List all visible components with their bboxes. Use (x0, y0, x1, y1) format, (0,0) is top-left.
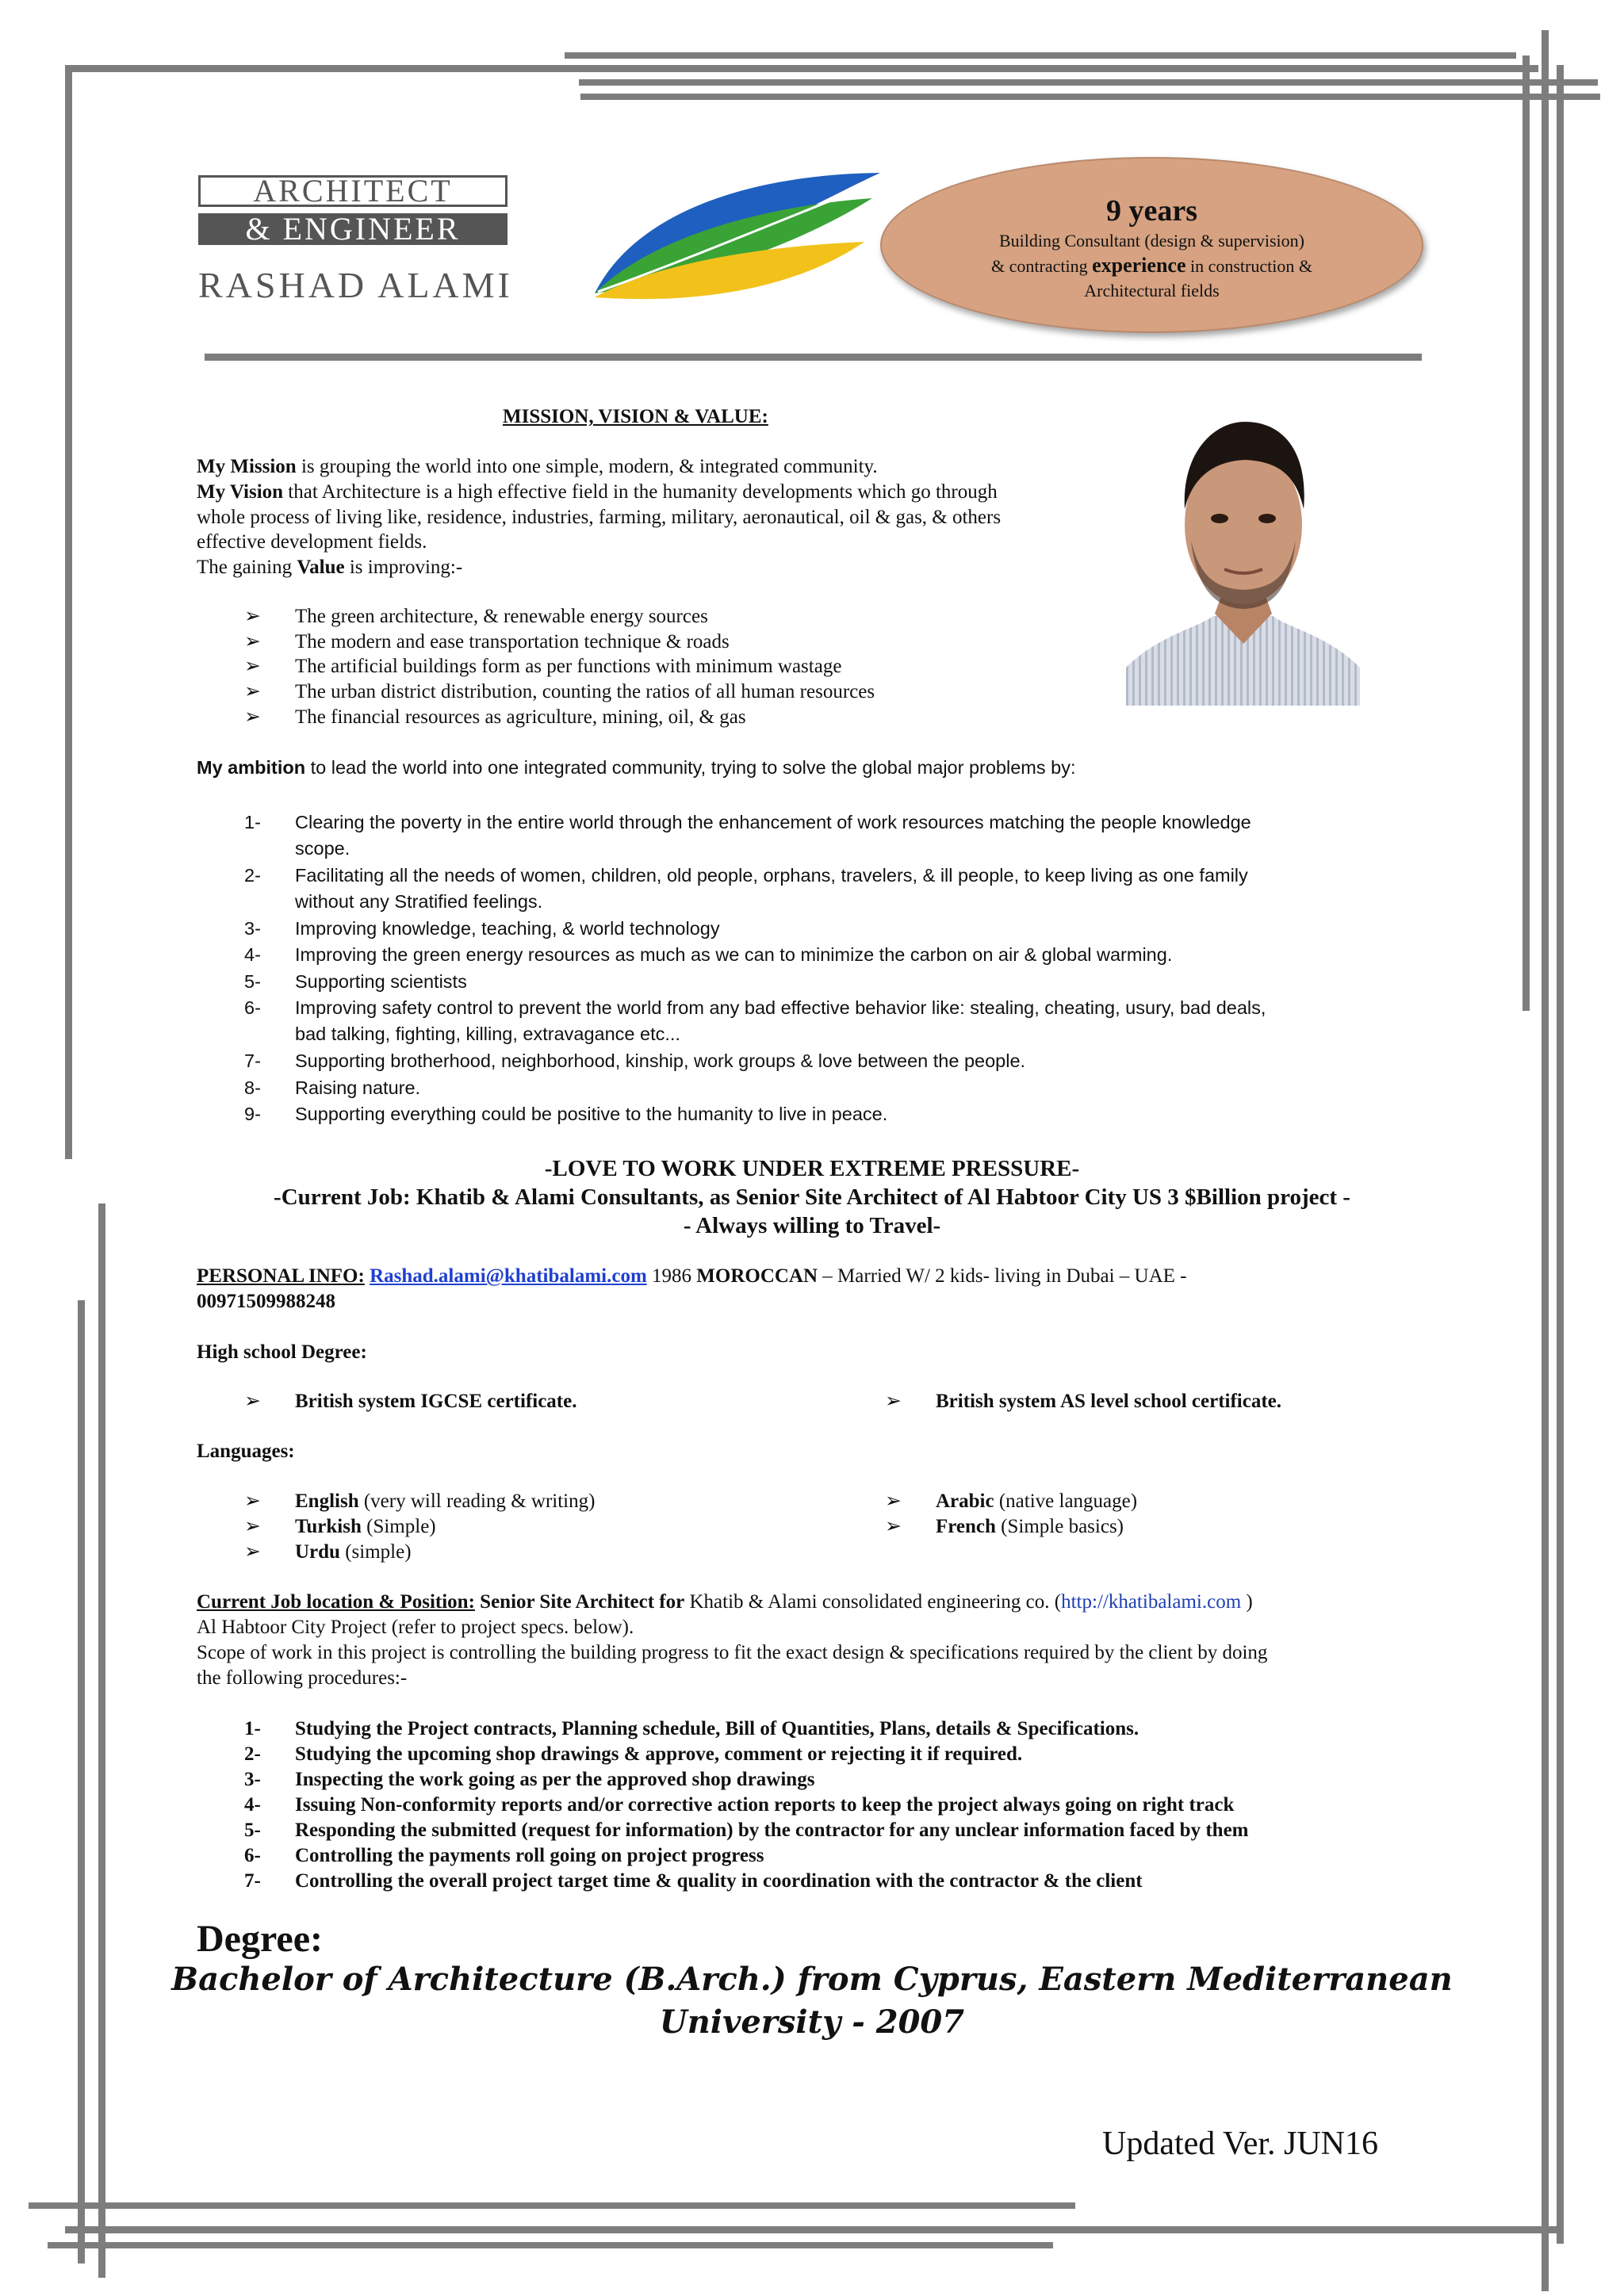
company-url-link[interactable]: http://khatibalami.com (1061, 1591, 1242, 1613)
degree-heading: Degree: (197, 1918, 323, 1960)
frame-bar (65, 2226, 1564, 2233)
ambition-number: 5- (244, 971, 261, 992)
updated-version: Updated Ver. JUN16 (1102, 2126, 1379, 2162)
profile-photo (1126, 406, 1360, 706)
ambition-number: 8- (244, 1077, 261, 1098)
personal-info-line: PERSONAL INFO: Rashad.alami@khatibalami.com 1986 MOROCCAN – Married W/ 2 kids- living in Dubai – UAE - (197, 1265, 1187, 1287)
bullet-arrow-icon: ➢ (244, 1516, 261, 1537)
bullet-arrow-icon: ➢ (244, 656, 261, 677)
language-item: English (very will reading & writing) (295, 1490, 596, 1512)
ambition-item: Raising nature. (295, 1077, 421, 1098)
languages-label: Languages: (197, 1441, 295, 1462)
ambition-number: 3- (244, 918, 261, 939)
frame-bar (205, 354, 1422, 361)
years-text: 9 years (1105, 194, 1198, 228)
ambition-item: Improving knowledge, teaching, & world technology (295, 918, 720, 939)
ambition-item: Improving safety control to prevent the world from any bad effective behavior like: stealing, cheating, usury, bad deals, (295, 997, 1266, 1018)
leaf-graphic (587, 166, 888, 305)
language-item: French (Simple basics) (936, 1516, 1124, 1537)
bullet-arrow-icon: ➢ (244, 1490, 261, 1512)
ambition-line: My ambition to lead the world into one integrated community, trying to solve the global major problems by: (197, 757, 1076, 778)
procedure-number: 4- (244, 1794, 261, 1816)
ambition-item: Improving the green energy resources as much as we can to minimize the carbon on air & global warming. (295, 944, 1173, 965)
procedure-number: 7- (244, 1870, 261, 1892)
ambition-item: Supporting brotherhood, neighborhood, kinship, work groups & love between the people. (295, 1050, 1026, 1071)
ambition-number: 6- (244, 997, 261, 1018)
procedure-item: Studying the Project contracts, Planning schedule, Bill of Quantities, Plans, details & Specifications. (295, 1718, 1139, 1739)
job-line-3: Scope of work in this project is controlling the building progress to fit the exact design & specifications required by the client by doing (197, 1642, 1268, 1663)
badge-line-2: & contracting experience in construction & (991, 254, 1312, 277)
degree-line-1: Bachelor of Architecture (B.Arch.) from Cyprus, Eastern Mediterranean (171, 1961, 1453, 1998)
bullet-arrow-icon: ➢ (244, 1391, 261, 1412)
frame-bar (48, 2242, 1053, 2248)
ambition-item-cont: scope. (295, 838, 350, 859)
education-label: High school Degree: (197, 1341, 367, 1363)
value-bullet: The artificial buildings form as per functions with minimum wastage (295, 656, 842, 677)
bullet-arrow-icon: ➢ (244, 631, 261, 652)
procedure-item: Inspecting the work going as per the approved shop drawings (295, 1769, 815, 1790)
procedure-item: Controlling the overall project target time & quality in coordination with the contractor & the client (295, 1870, 1143, 1892)
ambition-number: 7- (244, 1050, 261, 1071)
vision-line-2: whole process of living like, residence, industries, farming, military, aeronautical, oil & gas, & others (197, 507, 1002, 528)
education-item: British system IGCSE certificate. (295, 1391, 577, 1412)
procedure-item: Issuing Non-conformity reports and/or corrective action reports to keep the project always going on right track (295, 1794, 1235, 1816)
ambition-item: Supporting everything could be positive to the humanity to live in peace. (295, 1104, 888, 1124)
procedure-number: 5- (244, 1820, 261, 1841)
ambition-number: 4- (244, 944, 261, 965)
value-bullet: The green architecture, & renewable energy sources (295, 606, 708, 627)
ambition-number: 2- (244, 865, 261, 886)
bullet-arrow-icon: ➢ (244, 706, 261, 728)
banner-line-2: -Current Job: Khatib & Alami Consultants, as Senior Site Architect of Al Habtoor City US 3 $Billion project - (274, 1184, 1350, 1210)
procedure-item: Responding the submitted (request for information) by the contractor for any unclear information faced by them (295, 1820, 1249, 1841)
job-line: Current Job location & Position: Senior Site Architect for Khatib & Alami consolidated engineering co. (http://khatibalami.com ) (197, 1591, 1253, 1613)
value-bullet: The modern and ease transportation technique & roads (295, 631, 730, 652)
ambition-item: Facilitating all the needs of women, children, old people, orphans, travelers, & ill people, to keep living as one family (295, 865, 1248, 886)
phone-number: 00971509988248 (197, 1291, 335, 1312)
vision-line-3: effective development fields. (197, 531, 427, 553)
badge-line-3: Architectural fields (1084, 281, 1220, 300)
education-item: British system AS level school certificate. (936, 1391, 1282, 1412)
value-line: The gaining Value is improving:- (197, 557, 463, 578)
ambition-item-cont: bad talking, fighting, killing, extravagance etc... (295, 1024, 680, 1044)
procedure-number: 2- (244, 1743, 261, 1765)
job-line-2: Al Habtoor City Project (refer to project specs. below). (197, 1617, 634, 1638)
frame-bar (565, 52, 1516, 59)
ambition-item: Supporting scientists (295, 971, 467, 992)
bullet-arrow-icon: ➢ (885, 1490, 902, 1512)
experience-badge (880, 157, 1423, 333)
bullet-arrow-icon: ➢ (885, 1516, 902, 1537)
bullet-arrow-icon: ➢ (244, 606, 261, 627)
bullet-arrow-icon: ➢ (244, 681, 261, 702)
language-item: Urdu (simple) (295, 1541, 412, 1563)
language-item: Arabic (native language) (936, 1490, 1138, 1512)
badge-line-1: Building Consultant (design & supervision) (999, 231, 1304, 251)
procedure-number: 6- (244, 1845, 261, 1866)
frame-bar (580, 94, 1600, 100)
banner-line-1: -LOVE TO WORK UNDER EXTREME PRESSURE- (544, 1156, 1080, 1181)
logo-line-2: & ENGINEER (198, 213, 508, 245)
mission-title: MISSION, VISION & VALUE: (503, 406, 768, 427)
procedure-item: Controlling the payments roll going on project progress (295, 1845, 764, 1866)
degree-line-2: University - 2007 (659, 2003, 965, 2041)
email-link[interactable]: Rashad.alami@khatibalami.com (370, 1265, 647, 1287)
frame-bar (579, 79, 1598, 86)
ambition-number: 9- (244, 1104, 261, 1124)
procedure-number: 1- (244, 1718, 261, 1739)
value-bullet: The financial resources as agriculture, mining, oil, & gas (295, 706, 746, 728)
banner-line-3: - Always willing to Travel- (683, 1213, 941, 1238)
bullet-arrow-icon: ➢ (885, 1391, 902, 1412)
ambition-item: Clearing the poverty in the entire world through the enhancement of work resources matching the people knowledge (295, 812, 1251, 832)
ambition-item-cont: without any Stratified feelings. (295, 891, 543, 912)
company-logo (198, 170, 519, 307)
bullet-arrow-icon: ➢ (244, 1541, 261, 1563)
vision-line: My Vision that Architecture is a high effective field in the humanity developments which go through (197, 481, 998, 503)
ambition-number: 1- (244, 812, 261, 832)
procedure-item: Studying the upcoming shop drawings & approve, comment or rejecting it if required. (295, 1743, 1023, 1765)
frame-bar (98, 1203, 105, 2278)
frame-bar (78, 1300, 85, 2263)
value-bullet: The urban district distribution, counting the ratios of all human resources (295, 681, 875, 702)
frame-bar (65, 65, 72, 1159)
frame-bar (29, 2202, 1075, 2209)
procedure-number: 3- (244, 1769, 261, 1790)
frame-bar (65, 65, 1538, 72)
mission-line: My Mission is grouping the world into one simple, modern, & integrated community. (197, 456, 878, 477)
language-item: Turkish (Simple) (295, 1516, 436, 1537)
job-line-4: the following procedures:- (197, 1667, 408, 1689)
logo-line-1: ARCHITECT (198, 175, 508, 207)
frame-bar (1522, 55, 1530, 1011)
logo-line-3: RASHAD ALAMI (198, 265, 513, 305)
